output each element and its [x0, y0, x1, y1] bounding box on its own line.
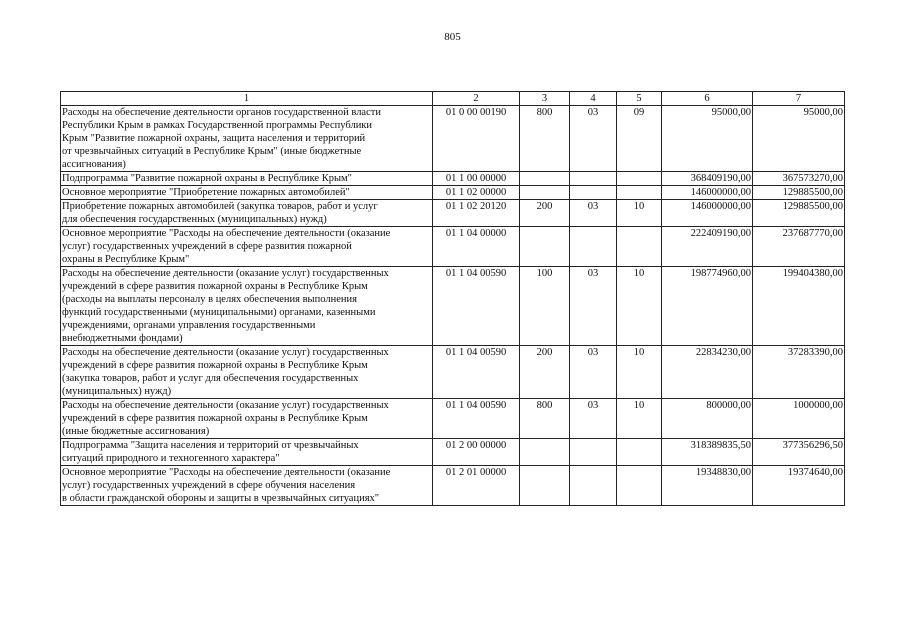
budget-code: 01 1 02 00000 [433, 186, 520, 200]
expense-type: 200 [520, 200, 570, 227]
section [570, 172, 617, 186]
header-row [61, 92, 845, 106]
expense-type: 800 [520, 399, 570, 439]
description-line: услуг) государственных учреждений в сфере развития пожарной [62, 241, 352, 252]
amount-col-6: 146000000,00 [662, 200, 753, 227]
description-line: учреждений в сфере развития пожарной охраны в Республике Крым [62, 281, 368, 292]
amount-col-6: 800000,00 [662, 399, 753, 439]
amount-col-7: 377356296,50 [753, 439, 845, 466]
description-line: Крым "Развитие пожарной охраны, защита населения и территорий [62, 133, 366, 144]
expense-type: 800 [520, 106, 570, 172]
table-row [61, 466, 845, 506]
description-line: (расходы на выплаты персоналу в целях обеспечения выполнения [62, 294, 357, 305]
budget-code: 01 0 00 00190 [433, 106, 520, 172]
description-line: Республики Крым в рамках Государственной программы Республики [62, 120, 373, 131]
amount-col-6: 19348830,00 [662, 466, 753, 506]
row-description [61, 106, 433, 172]
amount-col-7: 129885500,00 [753, 186, 845, 200]
subsection: 10 [617, 200, 662, 227]
budget-code: 01 2 00 00000 [433, 439, 520, 466]
amount-col-6: 318389835,50 [662, 439, 753, 466]
amount-col-6: 368409190,00 [662, 172, 753, 186]
section: 03 [570, 267, 617, 346]
row-description [61, 439, 433, 466]
description-line: услуг) государственных учреждений в сфере обучения населения [62, 480, 356, 491]
row-description [61, 227, 433, 267]
amount-col-7: 37283390,00 [753, 346, 845, 399]
amount-col-7: 95000,00 [753, 106, 845, 172]
header-cell-7: 7 [753, 92, 845, 106]
row-description [61, 466, 433, 506]
section: 03 [570, 200, 617, 227]
budget-code: 01 1 04 00000 [433, 227, 520, 267]
section: 03 [570, 399, 617, 439]
budget-code: 01 1 00 00000 [433, 172, 520, 186]
expense-type [520, 466, 570, 506]
budget-code: 01 1 04 00590 [433, 399, 520, 439]
description-line: Подпрограмма "Защита населения и территорий от чрезвычайных [62, 440, 359, 451]
subsection [617, 466, 662, 506]
expense-type: 100 [520, 267, 570, 346]
amount-col-6: 198774960,00 [662, 267, 753, 346]
budget-code: 01 1 04 00590 [433, 346, 520, 399]
description-line: (муниципальных) нужд) [62, 386, 172, 397]
table-row [61, 267, 845, 346]
description-line: в области гражданской обороны и защиты в чрезвычайных ситуациях" [62, 493, 380, 504]
table-row [61, 346, 845, 399]
header-cell-3: 3 [520, 92, 570, 106]
row-description [61, 172, 433, 186]
amount-col-7: 129885500,00 [753, 200, 845, 227]
expense-type [520, 172, 570, 186]
description-line: внебюджетными фондами) [62, 333, 183, 344]
description-line: Основное мероприятие "Приобретение пожарных автомобилей" [62, 187, 350, 198]
row-description [61, 399, 433, 439]
table-row [61, 399, 845, 439]
description-line: учреждений в сфере развития пожарной охраны в Республике Крым [62, 360, 368, 371]
description-line: учреждений в сфере развития пожарной охраны в Республике Крым [62, 413, 368, 424]
amount-col-7: 1000000,00 [753, 399, 845, 439]
subsection: 09 [617, 106, 662, 172]
description-line: от чрезвычайных ситуаций в Республике Крым" (иные бюджетные [62, 146, 362, 157]
section: 03 [570, 346, 617, 399]
subsection [617, 172, 662, 186]
header-cell-5: 5 [617, 92, 662, 106]
description-line: охраны в Республике Крым" [62, 254, 190, 265]
description-line: Приобретение пожарных автомобилей (закупка товаров, работ и услуг [62, 201, 378, 212]
table-row [61, 186, 845, 200]
page-number: 805 [444, 31, 461, 43]
description-line: учреждениями, органами управления государственными [62, 320, 316, 331]
budget-code: 01 1 04 00590 [433, 267, 520, 346]
row-description [61, 346, 433, 399]
section [570, 466, 617, 506]
description-line: (закупка товаров, работ и услуг для обеспечения государственных [62, 373, 359, 384]
subsection [617, 227, 662, 267]
description-line: Расходы на обеспечение деятельности (оказание услуг) государственных [62, 400, 389, 411]
subsection: 10 [617, 346, 662, 399]
description-line: ассигнования) [62, 159, 126, 170]
budget-code: 01 1 02 20120 [433, 200, 520, 227]
amount-col-7: 199404380,00 [753, 267, 845, 346]
amount-col-6: 22834230,00 [662, 346, 753, 399]
amount-col-7: 367573270,00 [753, 172, 845, 186]
budget-table [60, 91, 845, 506]
row-description [61, 200, 433, 227]
description-line: Расходы на обеспечение деятельности (оказание услуг) государственных [62, 268, 389, 279]
subsection [617, 439, 662, 466]
description-line: функций государственными (муниципальными) органами, казенными [62, 307, 376, 318]
table-row [61, 200, 845, 227]
budget-code: 01 2 01 00000 [433, 466, 520, 506]
description-line: Расходы на обеспечение деятельности (оказание услуг) государственных [62, 347, 389, 358]
amount-col-6: 146000000,00 [662, 186, 753, 200]
row-description [61, 267, 433, 346]
description-line: ситуаций природного и техногенного характера" [62, 453, 280, 464]
subsection [617, 186, 662, 200]
amount-col-7: 237687770,00 [753, 227, 845, 267]
expense-type [520, 439, 570, 466]
expense-type: 200 [520, 346, 570, 399]
subsection: 10 [617, 267, 662, 346]
description-line: (иные бюджетные ассигнования) [62, 426, 210, 437]
description-line: Подпрограмма "Развитие пожарной охраны в Республике Крым" [62, 173, 352, 184]
amount-col-6: 222409190,00 [662, 227, 753, 267]
header-cell-6: 6 [662, 92, 753, 106]
amount-col-7: 19374640,00 [753, 466, 845, 506]
description-line: Основное мероприятие "Расходы на обеспечение деятельности (оказание [62, 228, 391, 239]
table-row [61, 227, 845, 267]
section [570, 186, 617, 200]
expense-type [520, 227, 570, 267]
description-line: Расходы на обеспечение деятельности органов государственной власти [62, 107, 381, 118]
subsection: 10 [617, 399, 662, 439]
row-description [61, 186, 433, 200]
section [570, 227, 617, 267]
amount-col-6: 95000,00 [662, 106, 753, 172]
expense-type [520, 186, 570, 200]
header-cell-4: 4 [570, 92, 617, 106]
section: 03 [570, 106, 617, 172]
description-line: Основное мероприятие "Расходы на обеспечение деятельности (оказание [62, 467, 391, 478]
header-cell-2: 2 [433, 92, 520, 106]
table-row [61, 172, 845, 186]
description-line: для обеспечения государственных (муниципальных) нужд) [62, 214, 327, 225]
section [570, 439, 617, 466]
header-cell-1: 1 [61, 92, 433, 106]
table-row [61, 439, 845, 466]
table-row [61, 106, 845, 172]
